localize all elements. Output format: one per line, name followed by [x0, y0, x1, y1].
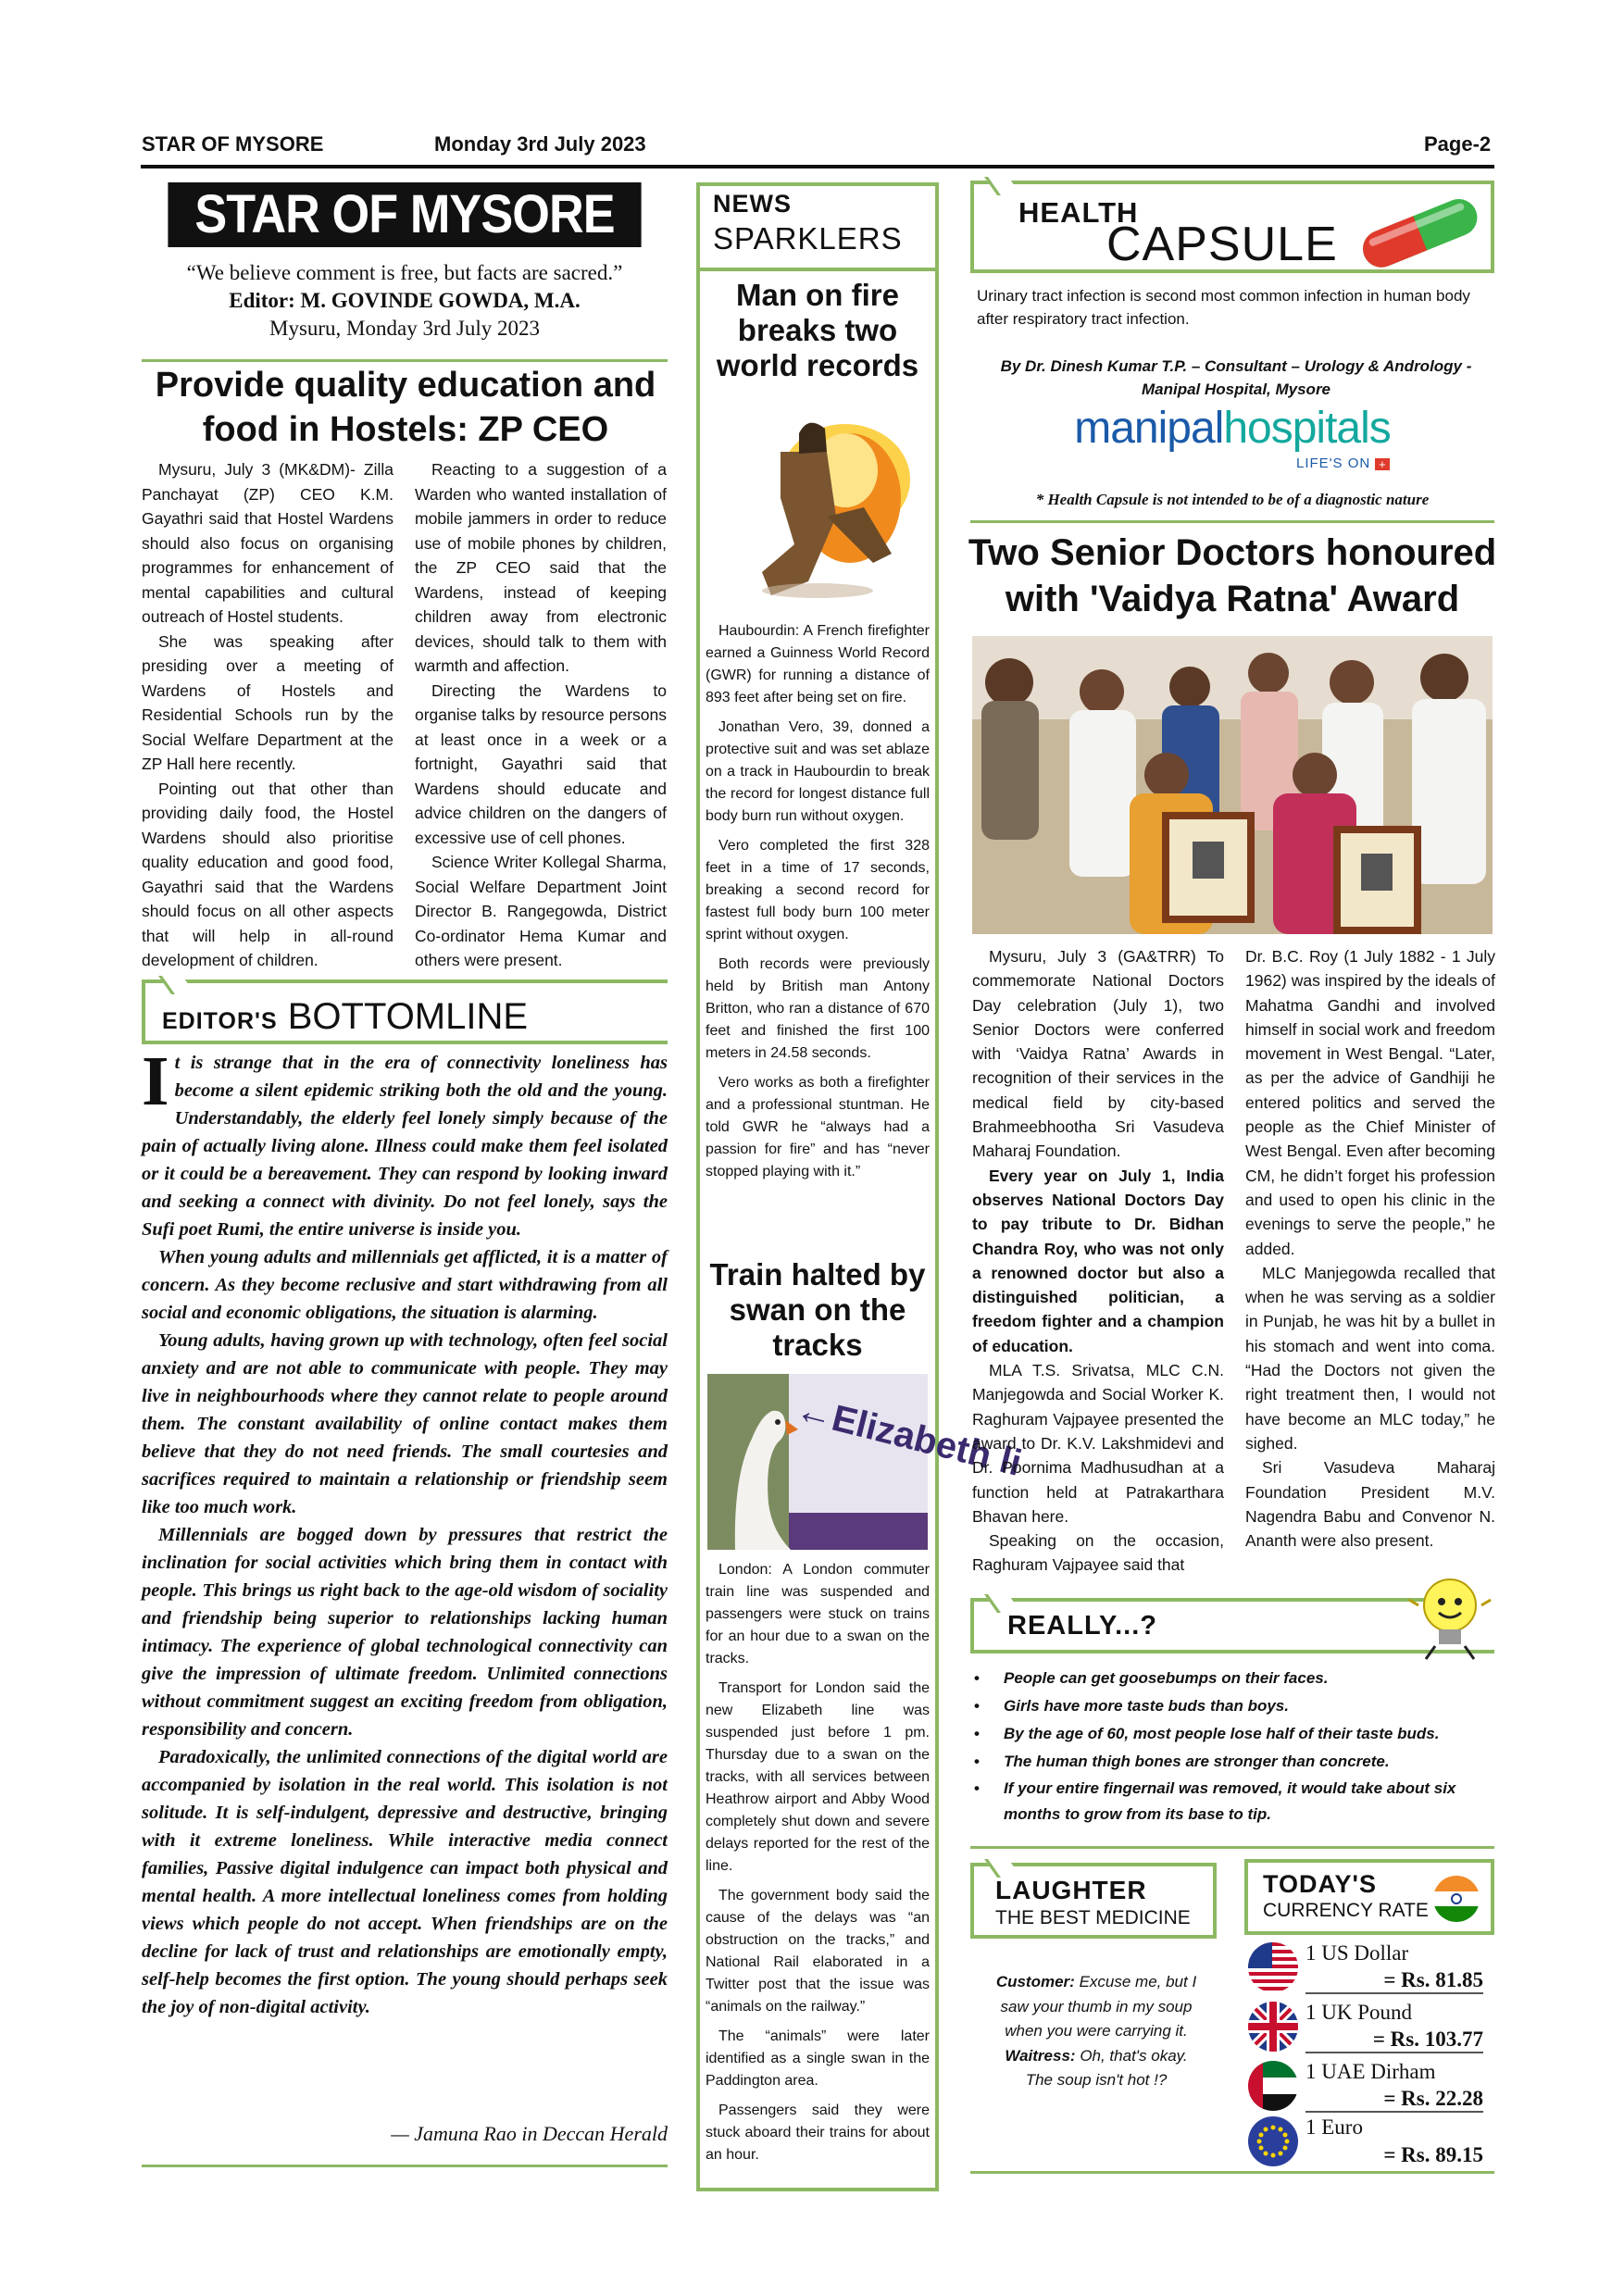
rate-name: 1 Euro: [1305, 2115, 1363, 2139]
award-ceremony-photo: [972, 636, 1493, 934]
lead-para: Pointing out that other than providing daily food, the Hostel Wardens should also prioritise quality education and good food, Gayathri said that the Wardens should focus on all other aspects that will help in all-round development of children.: [142, 779, 394, 969]
editorial-para: Paradoxically, the unlimited connections of the digital world are accompanied by isolation in the real world. This isolation is not solitude. It is self-indulgent, depressive and destructive, bringing with it extreme loneliness. While interactive media connect families, Passive digital indulgence can impact both physical and mental health. A more intellectual loneliness comes from holding views which people do not accept. When friendships are on the decline for lack of trust and relationships are emotionally empty, self-help becomes the first option. The young should perhaps seek the joy of non-digital activity.: [142, 1747, 668, 2017]
india-flag-icon: [1433, 1876, 1480, 1922]
doctors-headline-line-1: Two Senior Doctors honoured: [968, 532, 1497, 573]
editorial-label-light: BOTTOMLINE: [287, 996, 529, 1037]
joke-waitress-label: Waitress:: [1005, 2046, 1076, 2065]
joke-customer-label: Customer:: [995, 1973, 1075, 1990]
lead-para: Directing the Wardens to organise talks by resource persons at least once in a week or a fortnight, Gayathri said that Wardens should educate and advice children on the dangers of excessive use of cell phones.: [415, 680, 667, 847]
lead-column-2: [415, 457, 667, 973]
laughter-label-2: THE BEST MEDICINE: [995, 1907, 1191, 1928]
doctors-para: Mysuru, July 3 (GA&TRR) To commemorate National Doctors Day celebration (July 1), two Senior Doctors were conferred with ‘Vaidya Ratna’ Awards in recognition of their services in the medical field by city-based Brahmeebhootha Sri Vasudeva Maharaj Foundation.: [972, 947, 1224, 1161]
doctors-column-2: [1245, 944, 1495, 1553]
really-facts-list: [970, 1665, 1494, 1828]
really-label: REALLY...?: [1007, 1611, 1158, 1641]
fact-item: • People can get goosebumps on their faces.: [970, 1665, 1494, 1692]
rate-value: = Rs. 81.85: [1305, 1968, 1483, 1994]
health-disclaimer: * Health Capsule is not intended to be of a diagnostic nature: [1035, 491, 1430, 508]
news-story1-body: [706, 620, 930, 1191]
doctors-para: Dr. B.C. Roy (1 July 1882 - 1 July 1962) was inspired by the ideals of Mahatma Gandhi and involved himself in social work and freedom movement in West Bengal. “Later, as per the advice of Gandhiji he entered politics and served the people as the Chief Minister of West Bengal. Even after becoming CM, he didn’t forget his profession and used to open his clinic in the evenings to serve the people,” he added.: [1245, 947, 1495, 1258]
fact-item: • The human thigh bones are stronger than concrete.: [970, 1748, 1494, 1776]
editorial-dropcap: I: [142, 1042, 169, 1120]
laughter-label-1: LAUGHTER: [995, 1876, 1147, 1904]
header-paper-name: STAR OF MYSORE: [142, 132, 324, 156]
news-label-1: NEWS: [713, 190, 792, 218]
masthead-rule: [142, 359, 668, 362]
sign-arrow-icon: ←: [792, 1389, 838, 1438]
news-para: Jonathan Vero, 39, donned a protective suit and was set ablaze on a track in Haubourdin to break the record for longest distance full body burn run without oxygen.: [706, 719, 930, 824]
news-label-2: SPARKLERS: [713, 221, 903, 256]
eu-flag-icon: [1248, 2116, 1298, 2166]
manipal-logo: [970, 403, 1494, 455]
news-para: Transport for London said the new Elizabeth line was suspended just before 1 pm. Thursday due to a swan on the tracks, with all services between Heathrow airport and Abby Wood completely shut down and severe delays reported for the rest of the line.: [706, 1680, 930, 1874]
news-sparklers-label-box: [696, 182, 939, 271]
fact-item: • By the age of 60, most people lose half of their taste buds.: [970, 1720, 1494, 1748]
header-rule: [141, 165, 1494, 168]
masthead-title: STAR OF MYSORE: [168, 182, 641, 247]
header-date: Monday 3rd July 2023: [434, 132, 646, 156]
editorial-bottom-rule: [142, 2165, 668, 2167]
currency-bottom-rule: [970, 2171, 1494, 2174]
health-top-rule: [970, 181, 1494, 184]
editorial-body: [142, 1042, 668, 2021]
fact-item: • If your entire fingernail was removed, it would take about six months to grow from its base to tip.: [970, 1776, 1494, 1828]
health-text: Urinary tract infection is second most common infection in human body after respiratory tract infection.: [977, 287, 1470, 328]
header-page-number: Page-2: [1424, 132, 1492, 156]
news-para: Passengers said they were stuck aboard their trains for about an hour.: [706, 2103, 930, 2163]
lead-para: Reacting to a suggestion of a Warden who wanted installation of mobile jammers in order to reduce use of mobile phones by children, the ZP CEO said that the Wardens, instead of keeping children away from electronic devices, should talk to them with warmth and affection.: [415, 460, 667, 675]
editorial-top-rule: [142, 980, 668, 983]
plus-icon: +: [1375, 458, 1390, 470]
masthead-editor: Editor: M. GOVINDE GOWDA, M.A.: [229, 289, 581, 312]
news-story1-title: Man on fire breaks two world records: [716, 278, 919, 382]
rate-name: 1 UAE Dirham: [1305, 2060, 1436, 2083]
health-label-2: CAPSULE: [1106, 218, 1338, 271]
news-para: The “animals” were later identified as a single swan in the Paddington area.: [706, 2028, 930, 2089]
masthead-dateline: Mysuru, Monday 3rd July 2023: [269, 317, 540, 340]
doctors-para: Speaking on the occasion, Raghuram Vajpayee said that: [972, 1531, 1224, 1575]
news-para: The government body said the cause of the delays was “an obstruction on the tracks,” and National Rail elaborated in a Twitter post that the issue was “animals on the railway.”: [706, 1888, 930, 2015]
rate-name: 1 UK Pound: [1305, 2001, 1413, 2024]
lead-para: Science Writer Kollegal Sharma, Social Welfare Department Joint Director B. Rangegowda, District Co-ordinator Hema Kumar and others were present.: [415, 853, 667, 969]
news-para: Both records were previously held by British man Antony Britton, who ran a distance of 670 feet and finished the first 100 meters in 24.58 seconds.: [706, 956, 930, 1061]
news-story2-body: [706, 1559, 930, 2174]
fire-runner-photo: [706, 396, 929, 607]
doctors-para: MLC Manjegowda recalled that when he was serving as a soldier in Punjab, he was hit by a bullet in his stomach and went into coma. “Had the Doctors not given the right treatment then, I would not have become an MLC today,” he sighed.: [1245, 1263, 1495, 1453]
doctors-headline: [963, 530, 1502, 622]
manipal-logo-part-b: hospitals: [1223, 404, 1391, 453]
rate-name: 1 US Dollar: [1305, 1941, 1409, 1965]
editorial-para: It is strange that in the era of connectivity loneliness has become a silent epidemic striking both the old and the young. Understandably, the elderly feel lonely simply because of the pain of actually living alone. Illness could make them feel isolated or it could be a bereavement. They can respond by looking inward and seeking a connect with divinity. Do not feel lonely, says the Sufi poet Rumi, the entire universe is inside you.: [142, 1042, 668, 1240]
manipal-tagline: LIFE'S ON +: [1296, 455, 1390, 471]
laughter-joke: [991, 1970, 1202, 2093]
doctors-para: MLA T.S. Srivatsa, MLC C.N. Manjegowda and Social Worker K. Raghuram Vajpayee presented the award to Dr. K.V. Lakshmidevi and Dr. Poornima Madhusudhan at a function held at Patrakarthara Bhavan here.: [972, 1361, 1224, 1526]
rate-value: = Rs. 103.77: [1305, 2028, 1483, 2053]
capsule-icon: [1350, 194, 1489, 268]
masthead-motto: “We believe comment is free, but facts are sacred.”: [186, 261, 623, 284]
news-para: Haubourdin: A French firefighter earned a Guinness World Record (GWR) for running a distance of 893 feet after being set on fire.: [706, 623, 930, 705]
editorial-label: [162, 994, 528, 1043]
editorial-credit: — Jamuna Rao in Deccan Herald: [391, 2122, 668, 2145]
really-top-rule: [970, 1598, 1424, 1602]
health-bottom-rule: [970, 520, 1494, 523]
doctors-headline-line-2: with 'Vaidya Ratna' Award: [1005, 579, 1460, 619]
doctors-column-1: [972, 944, 1224, 1578]
lead-column-1: [142, 457, 394, 973]
uk-flag-icon: [1248, 2002, 1298, 2052]
editorial-para: Millennials are bogged down by pressures that restrict the inclination for social activities which bring them in contact with people. This brings us right back to the age-old wisdom of sociality and friendship being superior to relationships lacking human intimacy. The experience of global technological connectivity can give the impression of ultimate freedom. Unlimited connections without commitment suggest an exciting freedom from obligation, responsibility and concern.: [142, 1525, 668, 1740]
joke-waitress-line: Oh, that's okay. The soup isn't hot !?: [1025, 2046, 1188, 2089]
rate-value: = Rs. 89.15: [1383, 2143, 1483, 2166]
joke-customer-line: Excuse me, but I saw your thumb in my soup when you were carrying it.: [1000, 1973, 1197, 2040]
editorial-para: When young adults and millennials get afflicted, it is a matter of concern. As they become reclusive and start withdrawing from all social and economic obligations, the situation is alarming.: [142, 1247, 668, 1323]
fact-item: • Girls have more taste buds than boys.: [970, 1692, 1494, 1720]
doctors-para: Sri Vasudeva Maharaj Foundation President M.V. Nagendra Babu and Convenor N. Ananth were also present.: [1245, 1458, 1495, 1551]
really-bottom-rule: [970, 1846, 1494, 1849]
health-label-1: HEALTH: [1018, 196, 1139, 229]
editorial-label-bold: EDITOR'S: [162, 1008, 278, 1034]
rate-value: = Rs. 22.28: [1305, 2087, 1483, 2113]
lead-headline-line-1: Provide quality education and: [155, 366, 656, 405]
lead-para: Mysuru, July 3 (MK&DM)- Zilla Panchayat (ZP) CEO K.M. Gayathri said that Hostel Wardens should also focus on organising programmes for enhancement of mental capabilities and cultural outreach of Hostel students.: [142, 460, 394, 626]
editorial-para: Young adults, having grown up with technology, often feel social anxiety and are not able to communicate with people. They may live in neighbourhoods where they cannot relate to people around them. The constant availability of online contact makes them believe that they do not need friends. The small courtesies and sacrifices required to maintain a relationship or friendship seem like too much work.: [142, 1330, 668, 1517]
lightbulb-icon: [1407, 1572, 1493, 1663]
masthead-block: [142, 259, 668, 343]
manipal-logo-part-a: manipal: [1074, 404, 1224, 453]
news-para: Vero works as both a firefighter and a professional stuntman. He told GWR he “always had a passion for fire” and has “never stopped playing with it.”: [706, 1075, 930, 1179]
lead-headline-line-2: food in Hostels: ZP CEO: [202, 410, 609, 449]
health-byline: By Dr. Dinesh Kumar T.P. – Consultant – Urology & Andrology - Manipal Hospital, Mysore: [1000, 357, 1472, 398]
elizabeth-line-sign: ←Elizabeth li: [792, 1389, 1026, 1484]
us-flag-icon: [1248, 1942, 1298, 1992]
news-para: London: A London commuter train line was suspended and passengers were stuck on trains for an hour due to a swan on the tracks.: [706, 1562, 930, 1666]
doctors-para-bold: Every year on July 1, India observes National Doctors Day to pay tribute to Dr. Bidhan Chandra Roy, who was not only a renowned doctor but also a distinguished politician, a freedom fighter and a champion of education.: [972, 1166, 1224, 1355]
currency-label-2: CURRENCY RATE: [1263, 1900, 1429, 1921]
news-story2-title: Train halted by swan on the tracks: [709, 1257, 926, 1362]
currency-label-1: TODAY'S: [1263, 1870, 1377, 1898]
news-para: Vero completed the first 328 feet in a time of 17 seconds, breaking a second record for fastest full body burn 100 meter sprint without oxygen.: [706, 838, 930, 942]
currency-top-rule: [1244, 1859, 1494, 1863]
lead-para: She was speaking after presiding over a meeting of Wardens of Hostels and Residential Schools run by the Social Welfare Department at the ZP Hall here recently.: [142, 631, 394, 773]
lead-headline: [137, 363, 674, 452]
uae-flag-icon: [1248, 2061, 1298, 2111]
